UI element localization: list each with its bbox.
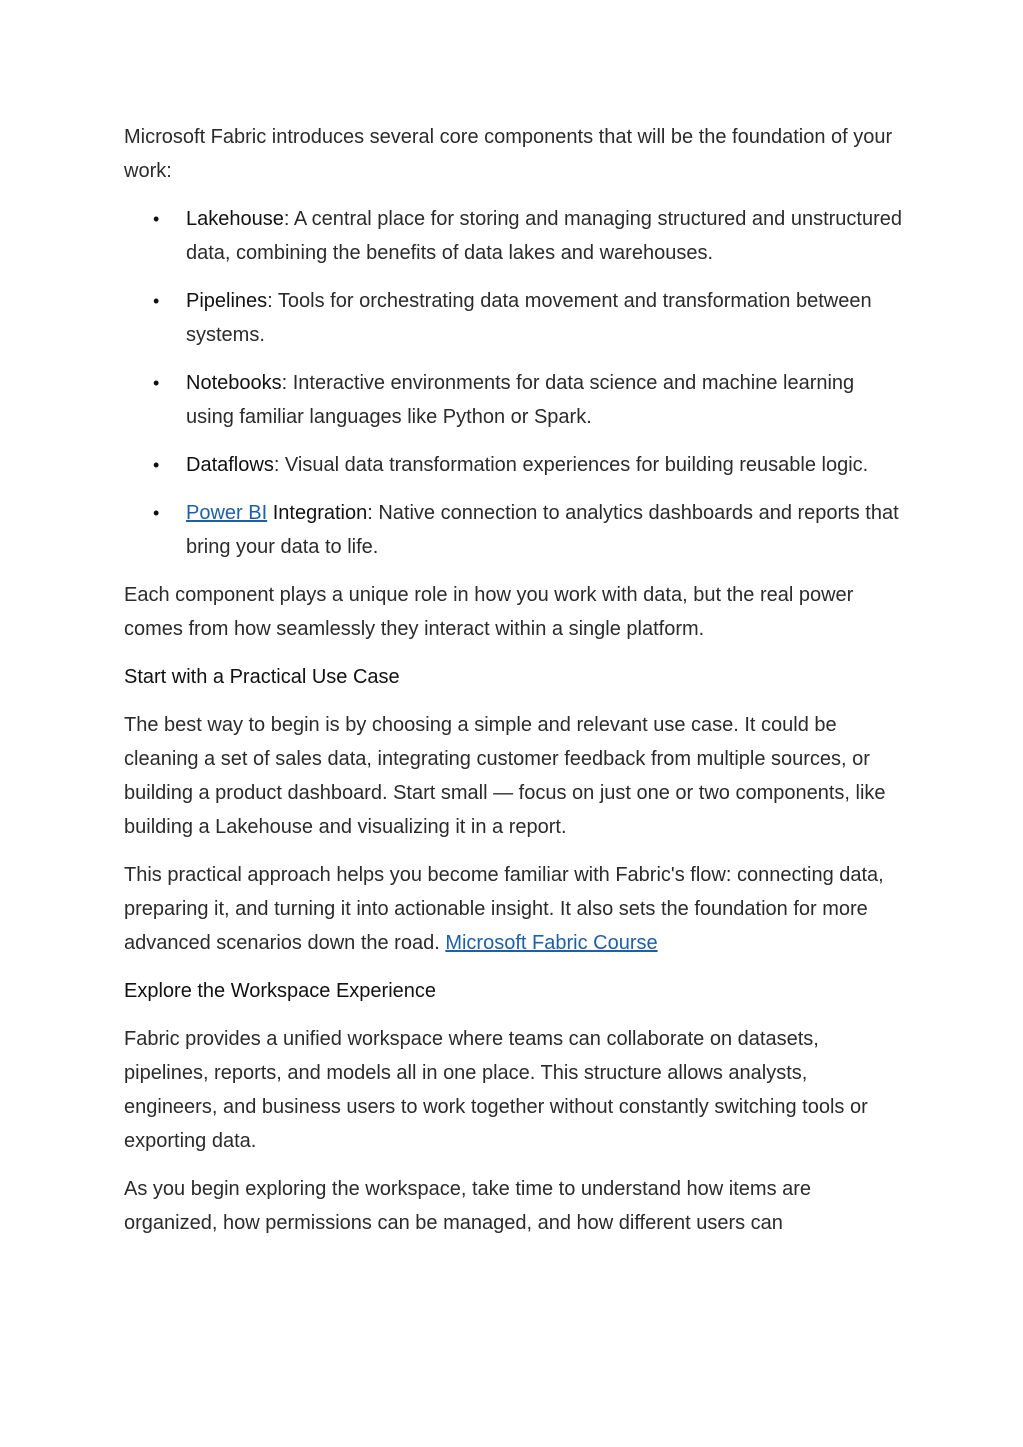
fabric-course-link[interactable]: Microsoft Fabric Course: [445, 932, 658, 954]
use-case-paragraph-2-text: This practical approach helps you become familiar with Fabric's flow: connecting data, preparing it, and turning it into actionable insight. It also sets the foundation for more advanced scenarios down the road.: [124, 864, 884, 954]
term-integration: Integration: [267, 502, 368, 524]
powerbi-link[interactable]: Power BI: [186, 502, 268, 524]
section-heading-workspace: Explore the Workspace Experience: [124, 980, 437, 1002]
desc-lakehouse: : A central place for storing and managing structured and unstructured data, combining the benefits of data lakes and warehouses.: [186, 208, 903, 264]
workspace-paragraph-2: As you begin exploring the workspace, take time to understand how items are organized, how permissions can be managed, and how different users can: [124, 1178, 812, 1234]
term-dataflows: Dataflows: [186, 454, 274, 476]
components-list: [124, 202, 904, 564]
term-lakehouse: Lakehouse: [186, 208, 284, 230]
use-case-paragraph-1: The best way to begin is by choosing a simple and relevant use case. It could be cleaning a set of sales data, integrating customer feedback from multiple sources, or building a product dashboard. Start small — focus on just one or two components, like building a Lakehouse and visualizing it in a report.: [124, 714, 886, 838]
bullet-icon: •: [153, 209, 160, 229]
after-list-paragraph: Each component plays a unique role in how you work with data, but the real power comes from how seamlessly they interact within a single platform.: [124, 584, 854, 640]
list-item-pipelines: [153, 284, 904, 352]
term-notebooks: Notebooks: [186, 372, 282, 394]
desc-dataflows: : Visual data transformation experiences for building reusable logic.: [273, 454, 869, 476]
bullet-icon: •: [153, 455, 160, 475]
use-case-paragraph-2: [124, 858, 904, 960]
list-item-dataflows: [153, 448, 904, 482]
desc-powerbi: : Native connection to analytics dashboards and reports that bring your data to life.: [186, 502, 899, 558]
list-item-notebooks: [153, 366, 904, 434]
desc-pipelines: : Tools for orchestrating data movement and transformation between systems.: [186, 290, 872, 346]
desc-notebooks: : Interactive environments for data science and machine learning using familiar languages like Python or Spark.: [186, 372, 855, 428]
intro-paragraph: Microsoft Fabric introduces several core components that will be the foundation of your work:: [124, 126, 893, 182]
bullet-icon: •: [153, 291, 160, 311]
bullet-icon: •: [153, 503, 160, 523]
list-item-powerbi: [153, 496, 904, 564]
term-pipelines: Pipelines: [186, 290, 268, 312]
workspace-paragraph-1: Fabric provides a unified workspace where teams can collaborate on datasets, pipelines, reports, and models all in one place. This structure allows analysts, engineers, and business users to work together without constantly switching tools or exporting data.: [124, 1028, 868, 1152]
document-page: [124, 120, 904, 1254]
bullet-icon: •: [153, 373, 160, 393]
section-heading-use-case: Start with a Practical Use Case: [124, 666, 400, 688]
list-item-lakehouse: [153, 202, 904, 270]
